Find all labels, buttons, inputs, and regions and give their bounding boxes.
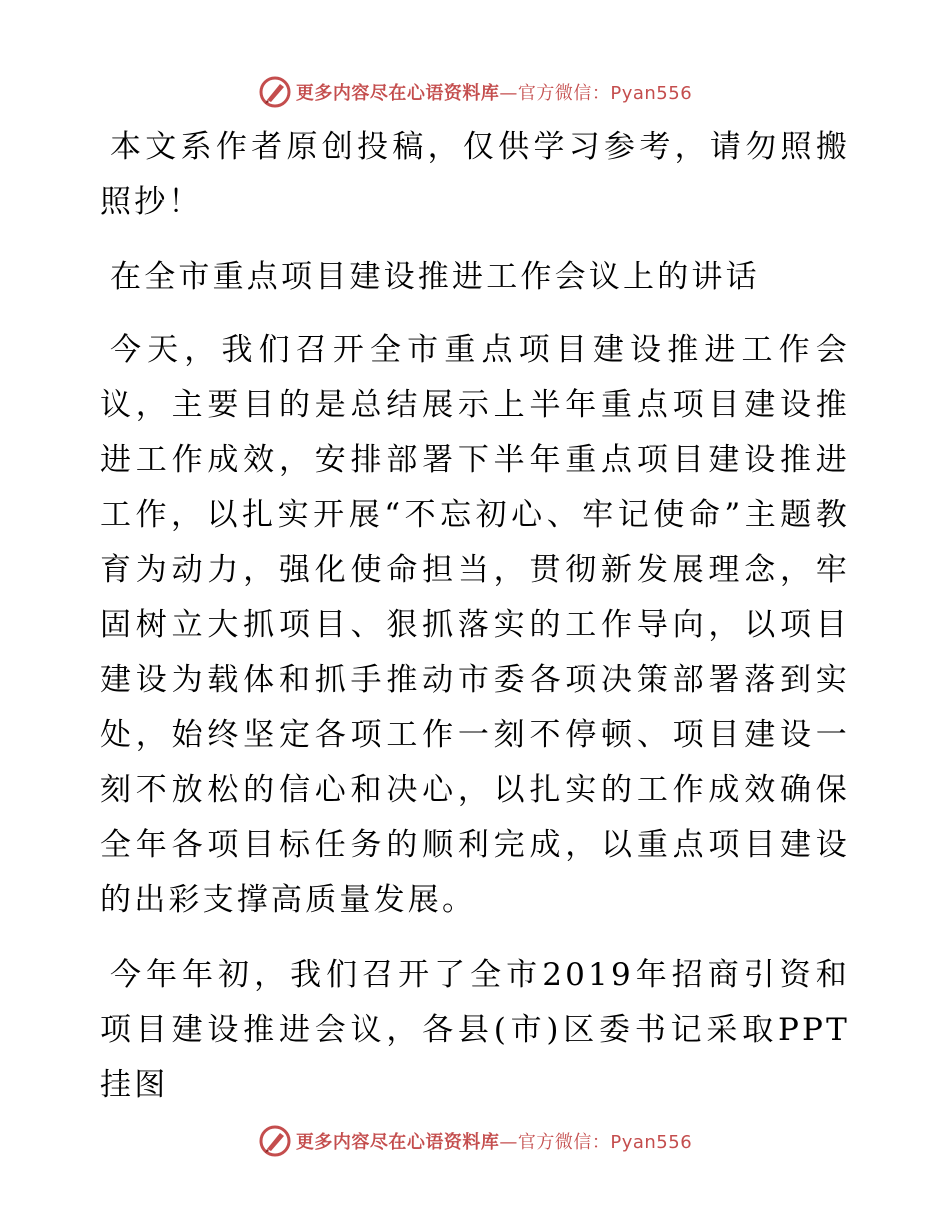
watermark-text — [296, 1128, 692, 1154]
pen-logo-icon — [258, 75, 292, 109]
body-paragraph: 今天，我们召开全市重点项目建设推进工作会议，主要目的是总结展示上半年重点项目建设推进工作成效，安排部署下半年重点项目建设推进工作，以扎实开展“不忘初心、牢记使命”主题教育为动力，强化使命担当，贯彻新发展理念，牢固树立大抓项目、狠抓落实的工作导向，以项目建设为载体和抓手推动市委各项决策部署落到实处，始终坚定各项工作一刻不停顿、项目建设一刻不放松的信心和决心，以扎实的工作成效确保全年各项目标任务的顺利完成，以重点项目建设的出彩支撑高质量发展。 — [100, 332, 850, 918]
header-watermark — [0, 72, 950, 112]
document-body — [100, 120, 850, 1133]
document-title: 在全市重点项目建设推进工作会议上的讲话 — [110, 259, 760, 295]
watermark-sub-text: —官方微信：Pyan556 — [499, 1132, 693, 1153]
body-paragraph: 今年年初，我们召开了全市2019年招商引资和项目建设推进会议，各县(市)区委书记采取PPT挂图 — [100, 957, 850, 1103]
footer-watermark — [0, 1121, 950, 1161]
watermark-main-text: 更多内容尽在心语资料库 — [295, 1132, 500, 1153]
watermark-text — [296, 79, 692, 105]
pen-logo-icon — [258, 1124, 292, 1158]
copyright-notice: 本文系作者原创投稿，仅供学习参考，请勿照搬照抄！ — [100, 129, 850, 220]
watermark-sub-text: —官方微信：Pyan556 — [499, 83, 693, 104]
watermark-main-text: 更多内容尽在心语资料库 — [295, 83, 500, 104]
